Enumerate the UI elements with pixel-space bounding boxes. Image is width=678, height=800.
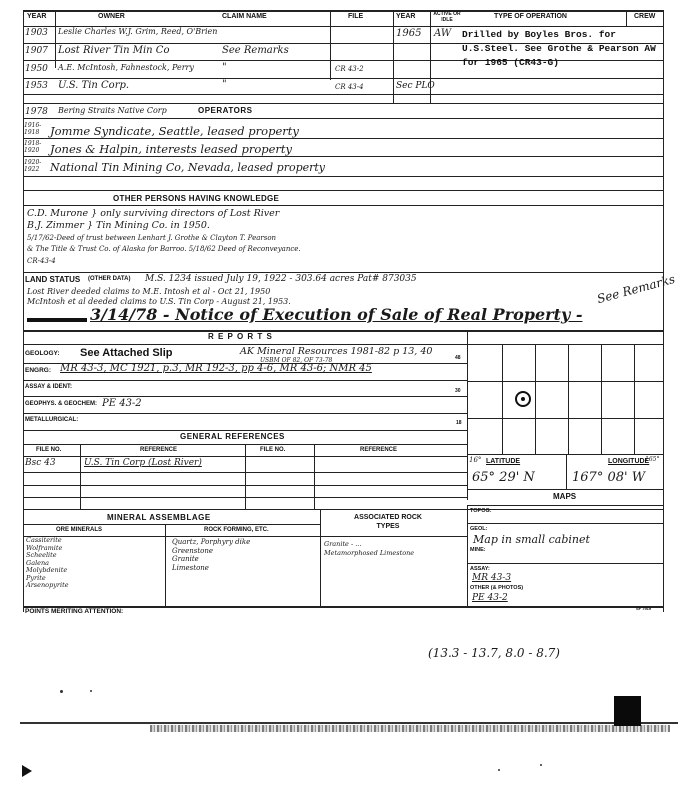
maps-bottom-line [467,505,663,506]
map-grid-line [502,344,503,454]
owner-year-1903: 1903 [25,28,48,38]
usbm-note: USBM OF 82, OF 73-78 [260,357,333,364]
long-suffix: 165° [645,456,660,463]
scan-speck [60,690,63,693]
ore-minerals-list [26,537,156,590]
owner-1907: Lost River Tin Min Co [58,45,170,56]
header-year2: YEAR [396,13,416,20]
mineral-divider [320,509,321,606]
rock-forming-header: ROCK FORMING, ETC. [204,527,269,533]
geology-handwritten: AK Mineral Resources 1981-82 p 13, 40 [240,346,433,357]
header-crew: CREW [634,13,656,20]
header-year: YEAR [27,13,47,20]
scan-arrow-mark [22,765,32,777]
operation-status: AW [434,28,452,39]
latitude-value: 65° 29' N [472,470,535,485]
owner-row-line [23,78,393,79]
ore-mineral: Arsenopyrite [26,581,69,589]
other-photos-value: PE 43-2 [472,593,508,603]
maps-label: MAPS [553,492,577,501]
margin-number-48: 48 [455,355,461,361]
header-file: FILE [348,13,364,20]
reports-row-line [23,396,467,397]
map-grid-line [467,381,663,382]
other-persons-heading: OTHER PERSONS HAVING KNOWLEDGE [113,194,280,203]
op-row-line [393,78,663,79]
col-file-divider [330,10,331,80]
gen-ref-ref-1: U.S. Tin Corp (Lost River) [84,458,202,468]
form-number: SF 7919 [636,606,652,611]
op-row-line [393,94,663,95]
operator-year-3: 1920-1922 [24,159,42,173]
gen-ref-heading: GENERAL REFERENCES [180,432,285,441]
operators-heading-line [23,118,663,119]
geol-label: GEOL: [470,526,488,532]
lat-long-divider [566,455,567,489]
rock-forming-item: Greenstone [172,546,214,555]
scan-speck [540,764,542,766]
operator-3: National Tin Mining Co, Nevada, leased property [50,161,326,174]
map-grid-line [535,344,536,454]
rock-types-heading: ASSOCIATED ROCK TYPES [354,514,422,530]
map-grid-line [634,344,635,454]
map-grid-line [601,344,602,454]
gen-ref-col-ref2: REFERENCE [360,447,398,453]
rock-forming-item: Granite [172,555,199,563]
margin-number-30: 30 [455,388,461,394]
owner-1978: Bering Straits Native Corp [58,106,167,115]
claim-1907: See Remarks [222,45,289,56]
geophys-value: PE 43-2 [102,398,142,409]
bottom-coordinates-note: (13.3 - 13.7, 8.0 - 8.7) [428,646,560,660]
other-persons-line [23,205,663,206]
gen-ref-col-divider [314,444,315,509]
operator-2: Jones & Halpin, interests leased property [50,142,293,156]
scan-noise [150,725,670,732]
scan-black-block [614,696,641,726]
reports-row-line [23,413,467,414]
rock-types-list [324,540,464,557]
gen-ref-row-line [23,485,467,486]
owner-1903: Leslie Charles W.J. Grim, Reed, O'Brien [58,27,218,36]
file-1950: CR 43-2 [335,65,364,73]
operation-year: 1965 [396,28,422,39]
gen-ref-top-line [23,430,467,431]
operators-row-line [23,190,663,191]
ore-mineral: Cassiterite [26,536,62,544]
header-active-idle: ACTIVE OR IDLE [433,11,461,23]
owner-year-1950: 1950 [25,64,48,74]
right-panel-divider [467,505,468,606]
ore-mineral: Molybdenite [26,566,68,574]
mineral-assemblage-heading: MINERAL ASSEMBLAGE [107,513,211,522]
gen-ref-file-1: Bsc 43 [25,458,56,468]
land-status-label: LAND STATUS [25,275,81,284]
latitude-label: LATITUDE [486,458,521,465]
longitude-label: LONGITUDE [608,458,650,465]
ore-rock-divider [165,524,166,606]
land-status-side-note: See Remarks [595,271,677,307]
right-panel-line [467,523,663,524]
header-claim-name: CLAIM NAME [222,13,267,20]
assay-label: ASSAY: [470,566,490,572]
operator-year-2: 1918-1920 [24,140,42,154]
redaction-bar [27,318,87,322]
gen-ref-row-line [23,472,467,473]
reports-heading-line [23,344,663,345]
operation-description: Drilled by Boyles Bros. for U.S.Steel. See Grothe & Pearson AW for 1965 (CR43-G) [462,29,656,68]
scan-edge-line [20,722,678,724]
gen-ref-bottom-line [23,509,663,510]
maps-line [467,489,663,490]
gen-ref-row-line [23,456,467,457]
geology-value: See Attached Slip [80,347,173,359]
location-marker-icon [515,391,531,407]
assay-ident-label: ASSAY & IDENT: [25,384,73,390]
land-status-line [23,272,663,273]
engrg-label: ENGRG: [25,367,51,374]
geophys-label: GEOPHYS. & GEOCHEM: [25,401,98,407]
other-person-line-1: C.D. Murone } only surviving directors of Lost River [27,208,280,219]
rock-forming-item: Quartz, Porphyry dike [172,538,251,546]
operator-1: Jomme Syndicate, Seattle, leased property [50,124,299,138]
claim-1950: " [222,62,227,73]
operators-row-line [23,138,663,139]
reports-row-line [23,380,467,381]
owner-year-1907: 1907 [25,46,48,56]
col-year2-divider [393,10,394,103]
operation-sec-plo: Sec PLO [396,81,435,91]
header-type-of-operation: TYPE OF OPERATION [494,13,567,20]
gen-ref-row-line [23,497,467,498]
operators-row-line [23,176,663,177]
reports-right-divider [467,330,468,500]
points-meriting-label: POINTS MERITING ATTENTION: [25,608,124,615]
geology-label: GEOLOGY: [25,350,60,357]
metallurgical-label: METALLURGICAL: [25,417,79,423]
ore-mineral: Pyrite [26,573,46,582]
gen-ref-col-file: FILE NO. [36,447,62,453]
file-1953: CR 43-4 [335,83,364,91]
col-crew-divider [626,10,627,26]
map-grid-line [568,344,569,454]
owner-1953: U.S. Tin Corp. [58,80,130,91]
gen-ref-col-divider [245,444,246,509]
map-grid-line [467,454,663,455]
owner-year-1953: 1953 [25,81,48,91]
owner-1950: A.E. McIntosh, Fahnestock, Perry [58,63,194,72]
frame-top [23,10,663,12]
ore-minerals-header: ORE MINERALS [56,527,103,533]
owner-year-1978: 1978 [25,107,48,117]
claim-1953: " [222,79,227,90]
rock-forming-item: Limestone [172,563,209,572]
scan-speck [90,690,92,692]
frame-left [23,10,24,612]
map-grid-line [467,418,663,419]
operators-heading: OPERATORS [198,106,253,115]
mineral-subheader-line [23,524,320,525]
assay-value: MR 43-3 [472,573,512,583]
gen-ref-col-file2: FILE NO. [260,447,286,453]
margin-number-18: 18 [456,420,462,426]
frame-right [663,10,664,612]
ore-mineral: Galena [26,558,50,567]
other-person-line-5: CR-43-4 [27,257,56,265]
other-person-line-3: 5/17/62-Deed of trust between Lenhart J. Grothe & Clayton T. Pearson [27,234,277,242]
owner-row-line [23,94,393,95]
gen-ref-col-ref: REFERENCE [140,447,178,453]
engrg-value: MR 43-3, MC 1921, p.3, MR 192-3, pp 4-6, MR 43-6; NMR 45 [60,363,372,374]
land-status-line-1: M.S. 1234 issued July 19, 1922 - 303.64 acres Pat# 873035 [145,274,417,284]
ore-mineral: Scheelite [26,551,57,559]
land-status-sublabel: (OTHER DATA) [88,276,131,282]
ore-mineral: Wolframite [26,543,63,552]
other-person-line-4: & The Title & Trust Co. of Alaska for Barroo. 5/18/62 Deed of Reconveyance. [27,245,301,253]
rock-type-item: Granite - ... [324,540,362,548]
land-status-line-4: 3/14/78 - Notice of Execution of Sale of Real Property - [90,305,583,324]
owner-row-line [23,43,393,44]
owner-row-line [23,103,663,104]
operators-row-line [23,156,663,157]
longitude-value: 167° 08' W [572,470,646,485]
lat-prefix: 16° [469,456,482,464]
reports-top-line [23,330,663,332]
land-status-line-3: McIntosh et al deeded claims to U.S. Tin Corp - August 21, 1953. [27,297,291,306]
geol-value: Map in small cabinet [473,533,590,546]
reports-heading: R E P O R T S [208,332,273,341]
operator-year-1: 1916-1918 [24,122,42,136]
gen-ref-col-divider [80,444,81,509]
scan-speck [498,769,500,771]
rock-forming-list [172,538,312,572]
topog-label: TOPOG: [470,508,492,514]
mine-label: MINE: [470,547,486,553]
right-panel-line [467,563,663,564]
header-owner: OWNER [98,13,125,20]
land-status-line-2: Lost River deeded claims to M.E. Intosh et al - Oct 21, 1950 [27,287,271,296]
rock-type-item: Metamorphosed Limestone [324,548,415,557]
other-photos-label: OTHER (& PHOTOS) [470,585,524,591]
other-person-line-2: B.J. Zimmer } Tin Mining Co. in 1950. [27,220,210,231]
owner-row-line [23,60,393,61]
